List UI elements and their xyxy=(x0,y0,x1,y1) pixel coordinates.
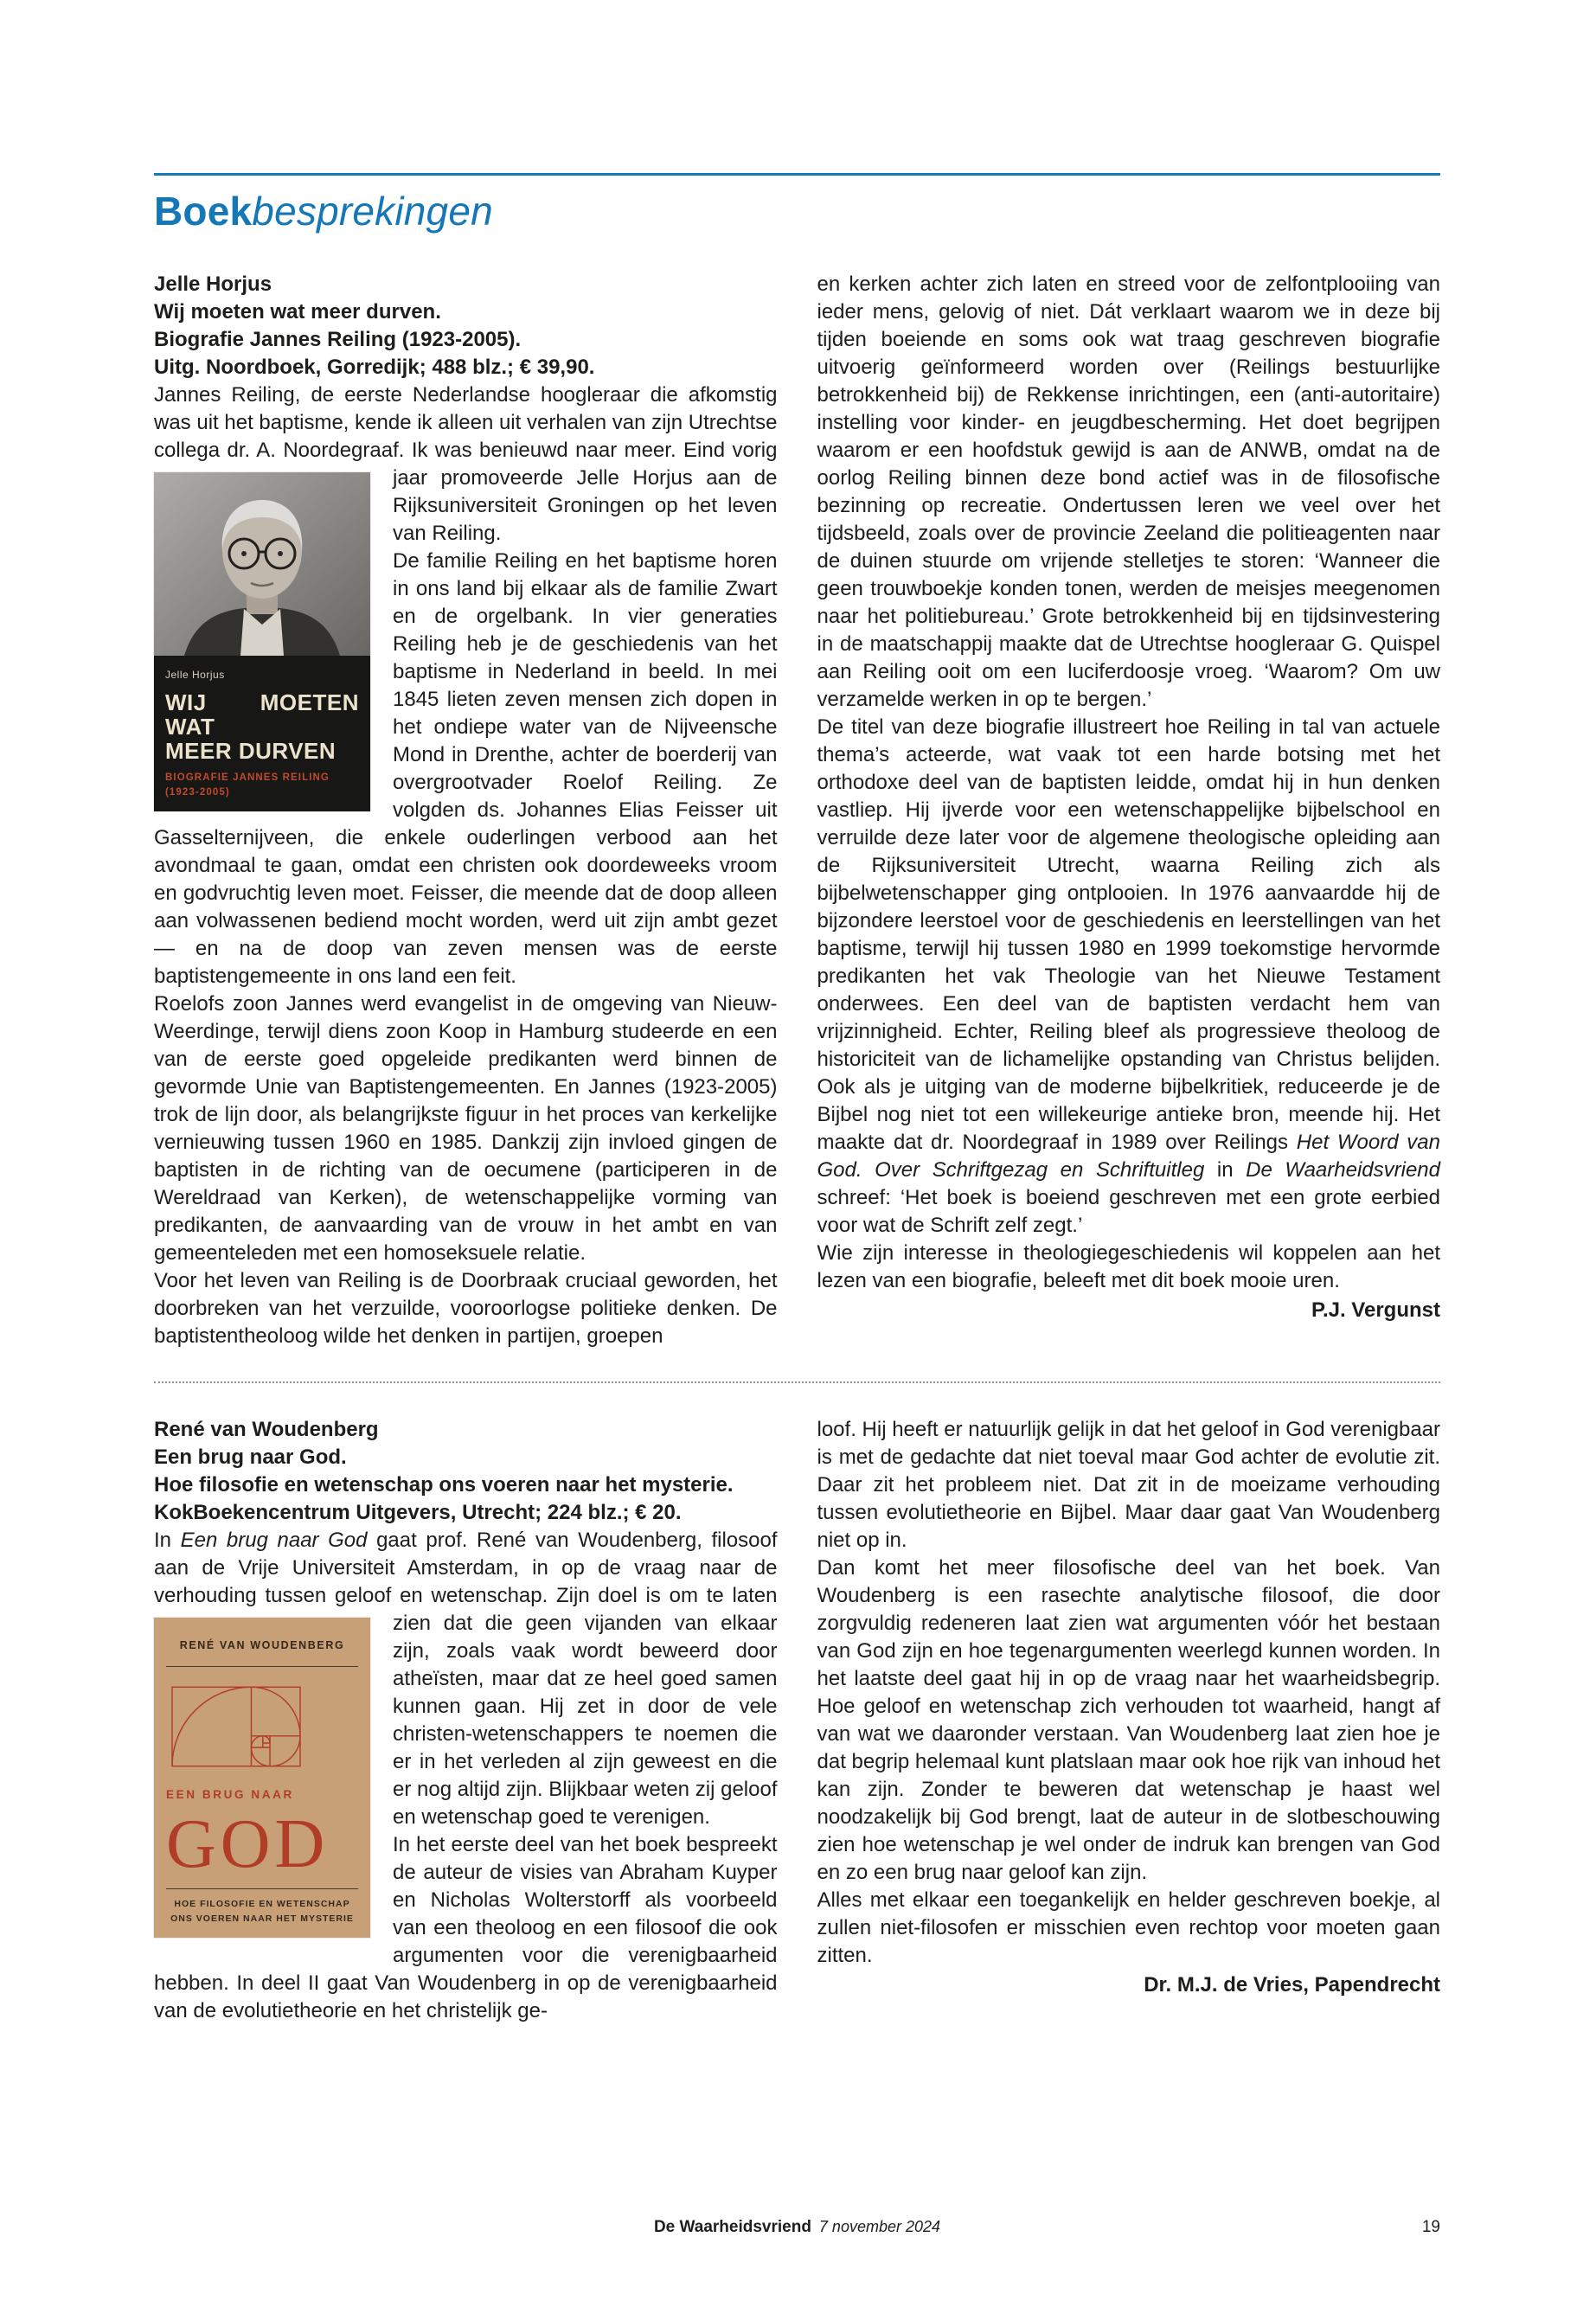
review-book-subtitle: Hoe filosofie en wetenschap ons voeren naar het mysterie. xyxy=(154,1473,734,1497)
page-footer xyxy=(154,2218,1440,2237)
review-paragraph: Wie zijn interesse in theologiegeschiedenis wil koppelen aan het lezen van een biografie, beleeft met dit boek mooie uren. xyxy=(817,1241,1440,1292)
book-cover-photo xyxy=(154,472,370,656)
review-paragraph xyxy=(154,1527,778,1924)
paragraph-text: vorig jaar promoveerde Jelle Horjus aan de Rijksuniversiteit Groningen op het leven van Reiling. xyxy=(393,439,778,545)
paragraph-text: In xyxy=(154,1529,181,1552)
cover-subtitle-line1: HOE FILOSOFIE EN WETENSCHAP xyxy=(174,1899,350,1910)
cover-subtitle-line1: BIOGRAFIE JANNES REILING xyxy=(165,772,330,784)
review2-left-column xyxy=(154,1416,778,2025)
review-author: Jelle Horjus xyxy=(154,272,272,296)
review-book-subtitle: Biografie Jannes Reiling (1923-2005). xyxy=(154,328,522,351)
book-title-italic: Het Woord van God. Over Schriftgezag en Schriftuitleg xyxy=(817,1131,1440,1182)
review-paragraph: Alles met elkaar een toegankelijk en helder geschreven boekje, al zullen niet-filosofen er misschien even rechtop voor moeten gaan zitten. xyxy=(817,1888,1440,1967)
portrait-illustration xyxy=(154,472,370,656)
page-title-bold: Boek xyxy=(154,189,253,234)
footer-date: 7 november 2024 xyxy=(818,2218,941,2235)
review-paragraph: Dan komt het meer filosofische deel van het boek. Van Woudenberg is een rasechte analytische filosoof, die door zorgvuldig redeneren laat zien wat argumenten vóór het bestaan van God zijn en hoe tegenargumenten weerlegd kunnen worden. In het laatste deel gaat hij in op de vraag naar het waarheidsbegrip. Hoe geloof en wetenschap zich verhouden tot waarheid, hangt af van wat we daaronder verstaan. Van Woudenberg laat zien hoe je dat begrip helemaal kunt platslaan maar ook hoe rijk van inhoud het kan zijn. Zonder te beweren dat wetenschap je haast wel noodzakelijk bij God brengt, laat de auteur in de slotbeschouwing zien hoe wetenschap je wel onder de indruk kan brengen van God en zo een brug naar geloof kan zijn. xyxy=(817,1556,1440,1884)
book-review-een-brug-naar-god xyxy=(154,1416,1440,2025)
review1-header xyxy=(154,271,778,381)
book-title-italic: Een brug naar God xyxy=(180,1529,368,1552)
cover-subtitle-line2: ONS VOEREN NAAR HET MYSTERIE xyxy=(170,1913,354,1924)
paragraph-text: Jannes Reiling, de eerste Nederlandse hoogleraar die afkomstig was uit het baptisme, kende ik alleen uit verhalen van zijn Utrechtse collega dr. A. Noordegraaf. Ik was benieuwd naar meer. Eind xyxy=(154,383,778,462)
book-review-reiling xyxy=(154,271,1440,1350)
review-publisher-info: Uitg. Noordboek, Gorredijk; 488 blz.; € 39,90. xyxy=(154,356,595,379)
cover-series-text: EEN BRUG NAAR xyxy=(166,1788,294,1801)
paragraph-text: zien dat die geen vijanden van elkaar zijn, zoals vaak wordt beweerd door atheïsten, maar dat ze heel goed samen kunnen gaan. Hij zet in door de vele christen-wetenschappers te noemen die er in het verleden al zijn geweest en die er nog altijd zijn. Blijkbaar weten zij geloof en wetenschap goed te verenigen. xyxy=(393,1612,778,1829)
review-paragraph: De familie Reiling en het baptisme horen in ons land bij elkaar als de familie Zwart en de orgelbank. In vier generaties Reiling heb je de geschiedenis van het baptisme in Nederland in beeld. In mei 1845 lieten zeven mensen zich dopen in het ondiepe water van de Nijveensche Mond in Drenthe, achter de boerderij van overgrootvader Roelof Reiling. Ze volgden ds. Johannes Elias Feisser uit Gasselternijveen, die enkele ouderlingen verbood aan het avondmaal te gaan, omdat een christen ook doordeweeks vroom en godvruchtig leven moet. Feisser, die meende dat de doop alleen aan volwassenen bediend mocht worden, werd uit zijn ambt gezet — en na de doop van zeven mensen was de eerste baptistengemeente in ons land een feit. xyxy=(154,549,778,988)
cover-author-name: RENÉ VAN WOUDENBERG xyxy=(166,1631,358,1667)
cover-subtitle xyxy=(166,1897,358,1926)
page-number: 19 xyxy=(1421,2218,1440,2236)
dotted-divider xyxy=(154,1381,1440,1383)
page-title xyxy=(154,188,1440,234)
page-title-italic: besprekingen xyxy=(252,189,493,234)
review-paragraph: Roelofs zoon Jannes werd evangelist in de omgeving van Nieuw-Weerdinge, terwijl diens zoon Koop in Hamburg studeerde en een van de eerste goed opgeleide predikanten werd binnen de gevormde Unie van Baptistengemeenten. En Jannes (1923-2005) trok de lijn door, als belangrijkste figuur in het proces van kerkelijke vernieuwing tussen 1960 en 1985. Dankzij zijn invloed gingen de baptisten in de richting van de oecumene (participeren in de Wereldraad van Kerken), de wetenschappelijke vorming van predikanten, de aanvaarding van de vrouw in het ambt en van gemeenteleden met een homoseksuele relatie. xyxy=(154,992,778,1265)
review1-right-column xyxy=(817,271,1441,1350)
book-cover-title-block xyxy=(154,656,370,811)
review-paragraph: In het eerste deel van het boek bespreekt de auteur de visies van Abraham Kuyper en Nicholas Wolterstorff als voorbeeld van een theoloog en een filosoof die ook argumenten voor die verenigbaarheid hebben. In deel II gaat Van Woudenberg in op de verenigbaarheid van de evolutietheorie en het christelijk ge- xyxy=(154,1833,778,2022)
review-paragraph: loof. Hij heeft er natuurlijk gelijk in dat het geloof in God verenigbaar is met de gedachte dat niet toeval maar God achter de evolutie zit. Daar zit het probleem niet. Dat zit in de moeizame verhouding tussen evolutietheorie en Bijbel. Maar daar gaat Van Woudenberg niet op in. xyxy=(817,1418,1440,1552)
review-paragraph: Voor het leven van Reiling is de Doorbraak cruciaal geworden, het doorbreken van het verzuilde, vooroorlogse politieke denken. De baptistentheoloog wilde het denken in partijen, groepen xyxy=(154,1269,778,1348)
reviewer-signature: Dr. M.J. de Vries, Papendrecht xyxy=(1144,1973,1440,1997)
cover-title: GOD xyxy=(166,1806,330,1882)
paragraph-text: gaat prof. René van Woudenberg, filosoof aan de Vrije Universiteit Amsterdam, in op de vraag naar de verhouding tussen geloof en wetenschap. Zijn doel is om te laten xyxy=(154,1529,778,1607)
review-author: René van Woudenberg xyxy=(154,1418,379,1441)
reviewer-signature: P.J. Vergunst xyxy=(1311,1298,1440,1322)
review-book-title: Een brug naar God. xyxy=(154,1445,347,1469)
book-cover-een-brug-naar-god xyxy=(154,1618,370,1938)
header-rule xyxy=(154,173,1440,176)
book-cover-biografie-reiling xyxy=(154,472,370,811)
cover-title-line1: WIJ MOETEN WAT xyxy=(165,689,359,740)
paragraph-text: schreef: ‘Het boek is boeiend geschreven met een grote eerbied voor wat de Schrift zelf zegt.’ xyxy=(817,1186,1440,1237)
review-paragraph: en kerken achter zich laten en streed voor de zelfontplooiing van ieder mens, gelovig of niet. Dát verklaart waarom we in deze bij tijden boeiende en soms ook wat traag geschreven biografie uitvoerig geïnformeerd worden over (Reilings bestuurlijke betrokkenheid bij) de Rekkense inrichtingen, een (anti-autoritaire) instelling voor kinder- en jeugdbescherming. Het doet begrijpen waarom er een hoofdstuk gewijd is aan de ANWB, omdat na de oorlog Reiling binnen deze bond actief was in de filosofische bezinning op recreatie. Ondertussen leren we veel over het tijdsbeeld, zoals over de provincie Zeeland die politieagenten naar de duinen stuurde om vrijende stelletjes te storen: ‘Wanneer die geen trouwboekje konden tonen, werden de meisjes meegenomen naar het politiebureau.’ Grote betrokkenheid bij en tijdsinvestering in de maatschappij maakte dat de Utrechtse hoogleraar G. Quispel aan Reiling ooit om een luciferdoosje vroeg. ‘Waarom? Om uw verzamelde werken in op te bergen.’ xyxy=(817,272,1440,711)
footer-magazine-name: De Waarheidsvriend xyxy=(653,2218,811,2236)
review2-header xyxy=(154,1416,778,1527)
review-book-title: Wij moeten wat meer durven. xyxy=(154,300,441,324)
cover-author-name: Jelle Horjus xyxy=(165,669,225,681)
cover-divider-line xyxy=(166,1888,358,1889)
footer-magazine-info xyxy=(154,2218,1440,2237)
cover-subtitle-line2: (1923-2005) xyxy=(165,787,230,798)
golden-spiral-graphic xyxy=(171,1686,301,1767)
paragraph-text: in xyxy=(1204,1158,1247,1182)
paragraph-text: De titel van deze biografie illustreert hoe Reiling in tal van actuele thema’s acteerde, wat vaak tot een harde botsing met het orthodoxe deel van de baptisten leidde, omdat hij in hun denken vastliep. Hij ijverde voor een wetenschappelijke bijbelschool en verruilde deze later voor de algemene theologische opleiding aan de Rijksuniversiteit Utrecht, waarna Reiling zich als bijbelwetenschapper ging ontplooien. In 1976 aanvaardde hij de bijzondere leerstoel voor de geschiedenis en leerstellingen van het baptisme, terwijl hij tussen 1980 en 1999 toekomstige hervormde predikanten het vak Theologie van het Nieuwe Testament onderwees. Een deel van de baptisten verdacht hem van vrijzinnigheid. Echter, Reiling bleef als progressieve theoloog de historiciteit van de lichamelijke opstanding van Christus belijden. Ook als je uitging van de moderne bijbelkritiek, reduceerde je de Bijbel nog niet tot een willekeurige antieke bron, meende hij. Het maakte dat dr. Noordegraaf in 1989 over Reilings xyxy=(817,715,1440,1154)
cover-subtitle xyxy=(165,771,359,799)
review1-left-column xyxy=(154,271,778,1350)
magazine-title-italic: De Waarheidsvriend xyxy=(1246,1158,1441,1182)
review2-right-column xyxy=(817,1416,1441,2025)
review-publisher-info: KokBoekencentrum Uitgevers, Utrecht; 224 blz.; € 20. xyxy=(154,1501,682,1524)
cover-title-line2: MEER DURVEN xyxy=(165,737,337,764)
review-paragraph xyxy=(817,714,1441,1240)
reviews-content xyxy=(154,271,1440,2025)
